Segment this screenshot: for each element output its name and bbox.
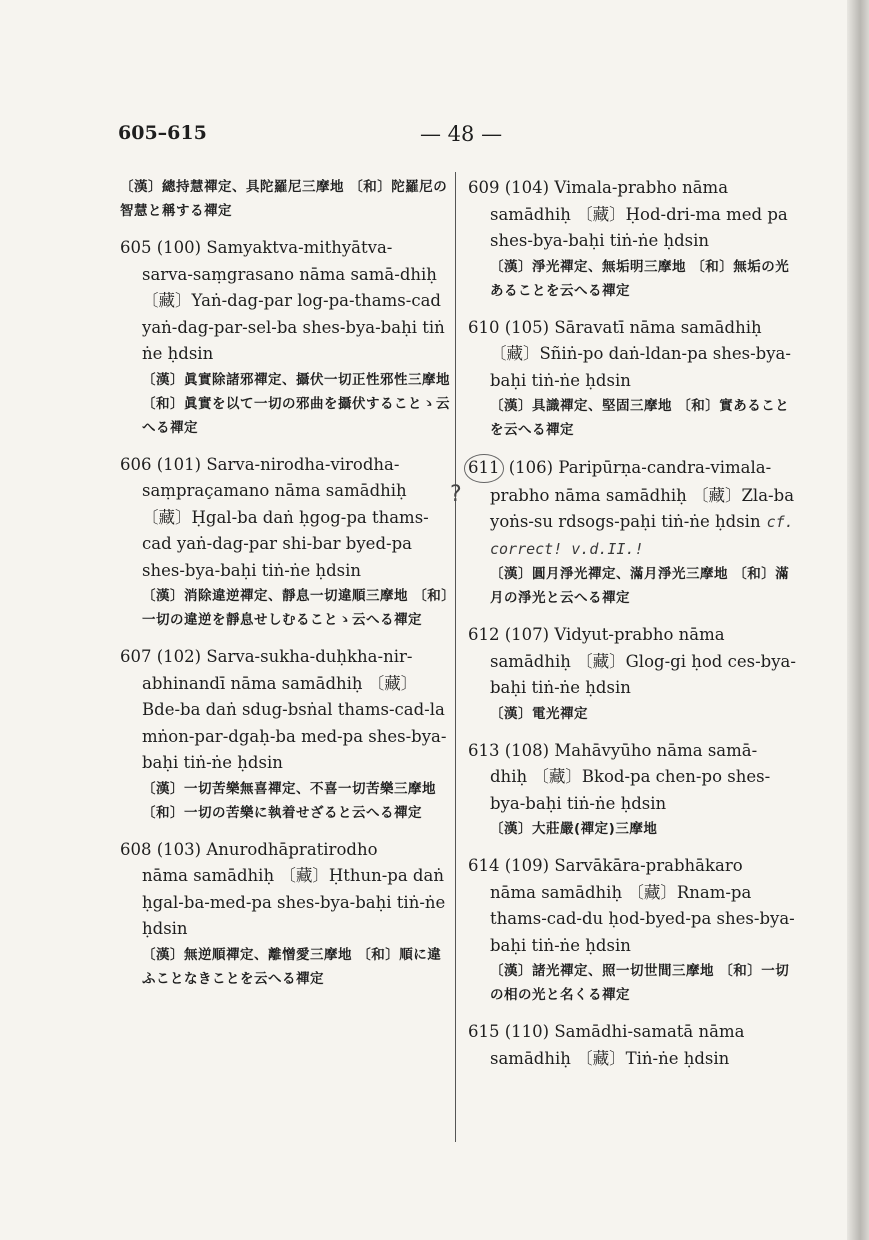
entry-body: abhinandī nāma samādhiḥ 〔藏〕Bde-ba daṅ sdug-bsṅal thams-cad-la mṅon-par-dgaḥ-ba med-pa shes-bya-baḥi tiṅ-ṅe ḥdsin	[142, 673, 447, 772]
entry-body: samādhiḥ 〔藏〕Ḥod-dri-ma med pa shes-bya-baḥi tiṅ-ṅe ḥdsin	[490, 204, 788, 250]
entry-606	[120, 452, 450, 633]
entry-612	[468, 622, 798, 726]
entry-608	[120, 837, 450, 991]
entry-gloss: 〔漢〕眞實除諸邪禪定、攝伏一切正性邪性三摩地 〔和〕眞實を以て一切の邪曲を攝伏することゝ云へる禪定	[142, 371, 450, 436]
entry-gloss: 〔漢〕一切苦樂無喜禪定、不喜一切苦樂三摩地 〔和〕一切の苦樂に執着せざると云へる禪定	[142, 780, 436, 821]
intro-gloss: 〔漢〕總持慧禪定、具陀羅尼三摩地 〔和〕陀羅尼の智慧と稱する禪定	[120, 179, 448, 219]
entry-body	[468, 483, 798, 563]
entry-gloss: 〔漢〕電光禪定	[490, 705, 588, 722]
entry-title: 608 (103) Anurodhāpratirodho	[120, 839, 378, 859]
entry-title-rest: (106) Paripūrṇa-candra-vimala-	[503, 458, 772, 477]
entry-body-text: prabho nāma samādhiḥ 〔藏〕Zla-ba yoṅs-su rdsogs-paḥi tiṅ-ṅe ḥdsin	[490, 485, 795, 531]
entry-title: 605 (100) Samyaktva-mithyātva-	[120, 238, 393, 257]
entry-609	[468, 175, 798, 303]
entry-gloss: 〔漢〕諸光禪定、照一切世間三摩地 〔和〕一切の相の光と名くる禪定	[490, 963, 790, 1003]
entry-title: 613 (108) Mahāvyūho nāma samā-	[468, 740, 758, 760]
entry-title: 606 (101) Sarva-nirodha-virodha-	[120, 454, 400, 474]
handwritten-note: cf. correct! v.d.II.!	[490, 513, 794, 558]
right-column	[450, 175, 798, 1084]
entry-605	[120, 235, 450, 440]
entry-body: samādhiḥ 〔藏〕Tiṅ-ṅe ḥdsin	[490, 1048, 730, 1068]
page-number: — 48 —	[420, 122, 503, 146]
entry-gloss: 〔漢〕大莊嚴(禪定)三摩地	[490, 821, 658, 837]
entry-title: 609 (104) Vimala-prabho nāma	[468, 178, 729, 197]
entry-613	[468, 738, 798, 842]
entry-body: 〔藏〕Sñiṅ-po daṅ-ldan-pa shes-bya-baḥi tiṅ-ṅe ḥdsin	[490, 344, 791, 390]
entry-607	[120, 644, 450, 825]
entry-gloss: 〔漢〕消除違逆禪定、靜息一切違順三摩地 〔和〕一切の違逆を靜息せしむることゝ云へる禪定	[142, 588, 449, 628]
entry-body: nāma samādhiḥ 〔藏〕Ḥthun-pa daṅ ḥgal-ba-med-pa shes-bya-baḥi tiṅ-ṅe ḥdsin	[142, 866, 446, 938]
entry-title	[468, 454, 798, 483]
circled-entry-number: 611	[464, 454, 504, 483]
entry-body: saṃpraçamano nāma samādhiḥ 〔藏〕Ḥgal-ba daṅ ḥgog-pa thams-cad yaṅ-dag-par shi-bar byed-pa shes-bya-baḥi tiṅ-ṅe ḥdsin	[142, 481, 429, 580]
entry-body: sarva-saṃgrasano nāma samā-dhiḥ 〔藏〕Yaṅ-dag-par log-pa-thams-cad yaṅ-dag-par-sel-ba shes-bya-baḥi tiṅ ṅe ḥdsin	[142, 264, 445, 363]
entry-gloss: 〔漢〕具識禪定、堅固三摩地 〔和〕實あることを云へる禪定	[490, 398, 790, 438]
entry-gloss: 〔漢〕無逆順禪定、離憎愛三摩地 〔和〕順に違ふことなきことを云へる禪定	[142, 946, 442, 987]
page-edge-shadow	[847, 0, 869, 1240]
column-divider	[455, 172, 456, 1142]
entry-title: 614 (109) Sarvākāra-prabhākaro	[468, 856, 743, 875]
entry-title: 607 (102) Sarva-sukha-duḥkha-nir-	[120, 647, 413, 666]
entry-body: dhiḥ 〔藏〕Bkod-pa chen-po shes-bya-baḥi tiṅ-ṅe ḥdsin	[490, 767, 771, 813]
entry-615	[468, 1019, 798, 1072]
entry-range: 605–615	[118, 122, 207, 144]
entry-title: 610 (105) Sāravatī nāma samādhiḥ	[468, 317, 762, 337]
margin-question-mark: ?	[450, 482, 462, 507]
entry-611	[450, 454, 798, 610]
entry-body: samādhiḥ 〔藏〕Glog-gi ḥod ces-bya-baḥi tiṅ-ṅe ḥdsin	[490, 651, 796, 697]
left-column	[120, 175, 450, 1003]
page-header	[0, 122, 869, 152]
entry-610	[468, 315, 798, 443]
entry-body: nāma samādhiḥ 〔藏〕Rnam-pa thams-cad-du ḥod-byed-pa shes-bya-baḥi tiṅ-ṅe ḥdsin	[490, 882, 795, 955]
entry-614	[468, 853, 798, 1007]
entry-title: 612 (107) Vidyut-prabho nāma	[468, 625, 725, 644]
entry-gloss: 〔漢〕圓月淨光禪定、滿月淨光三摩地 〔和〕滿月の淨光と云へる禪定	[490, 566, 790, 606]
entry-title: 615 (110) Samādhi-samatā nāma	[468, 1022, 745, 1041]
entry-gloss: 〔漢〕淨光禪定、無垢明三摩地 〔和〕無垢の光あることを云へる禪定	[490, 258, 790, 299]
